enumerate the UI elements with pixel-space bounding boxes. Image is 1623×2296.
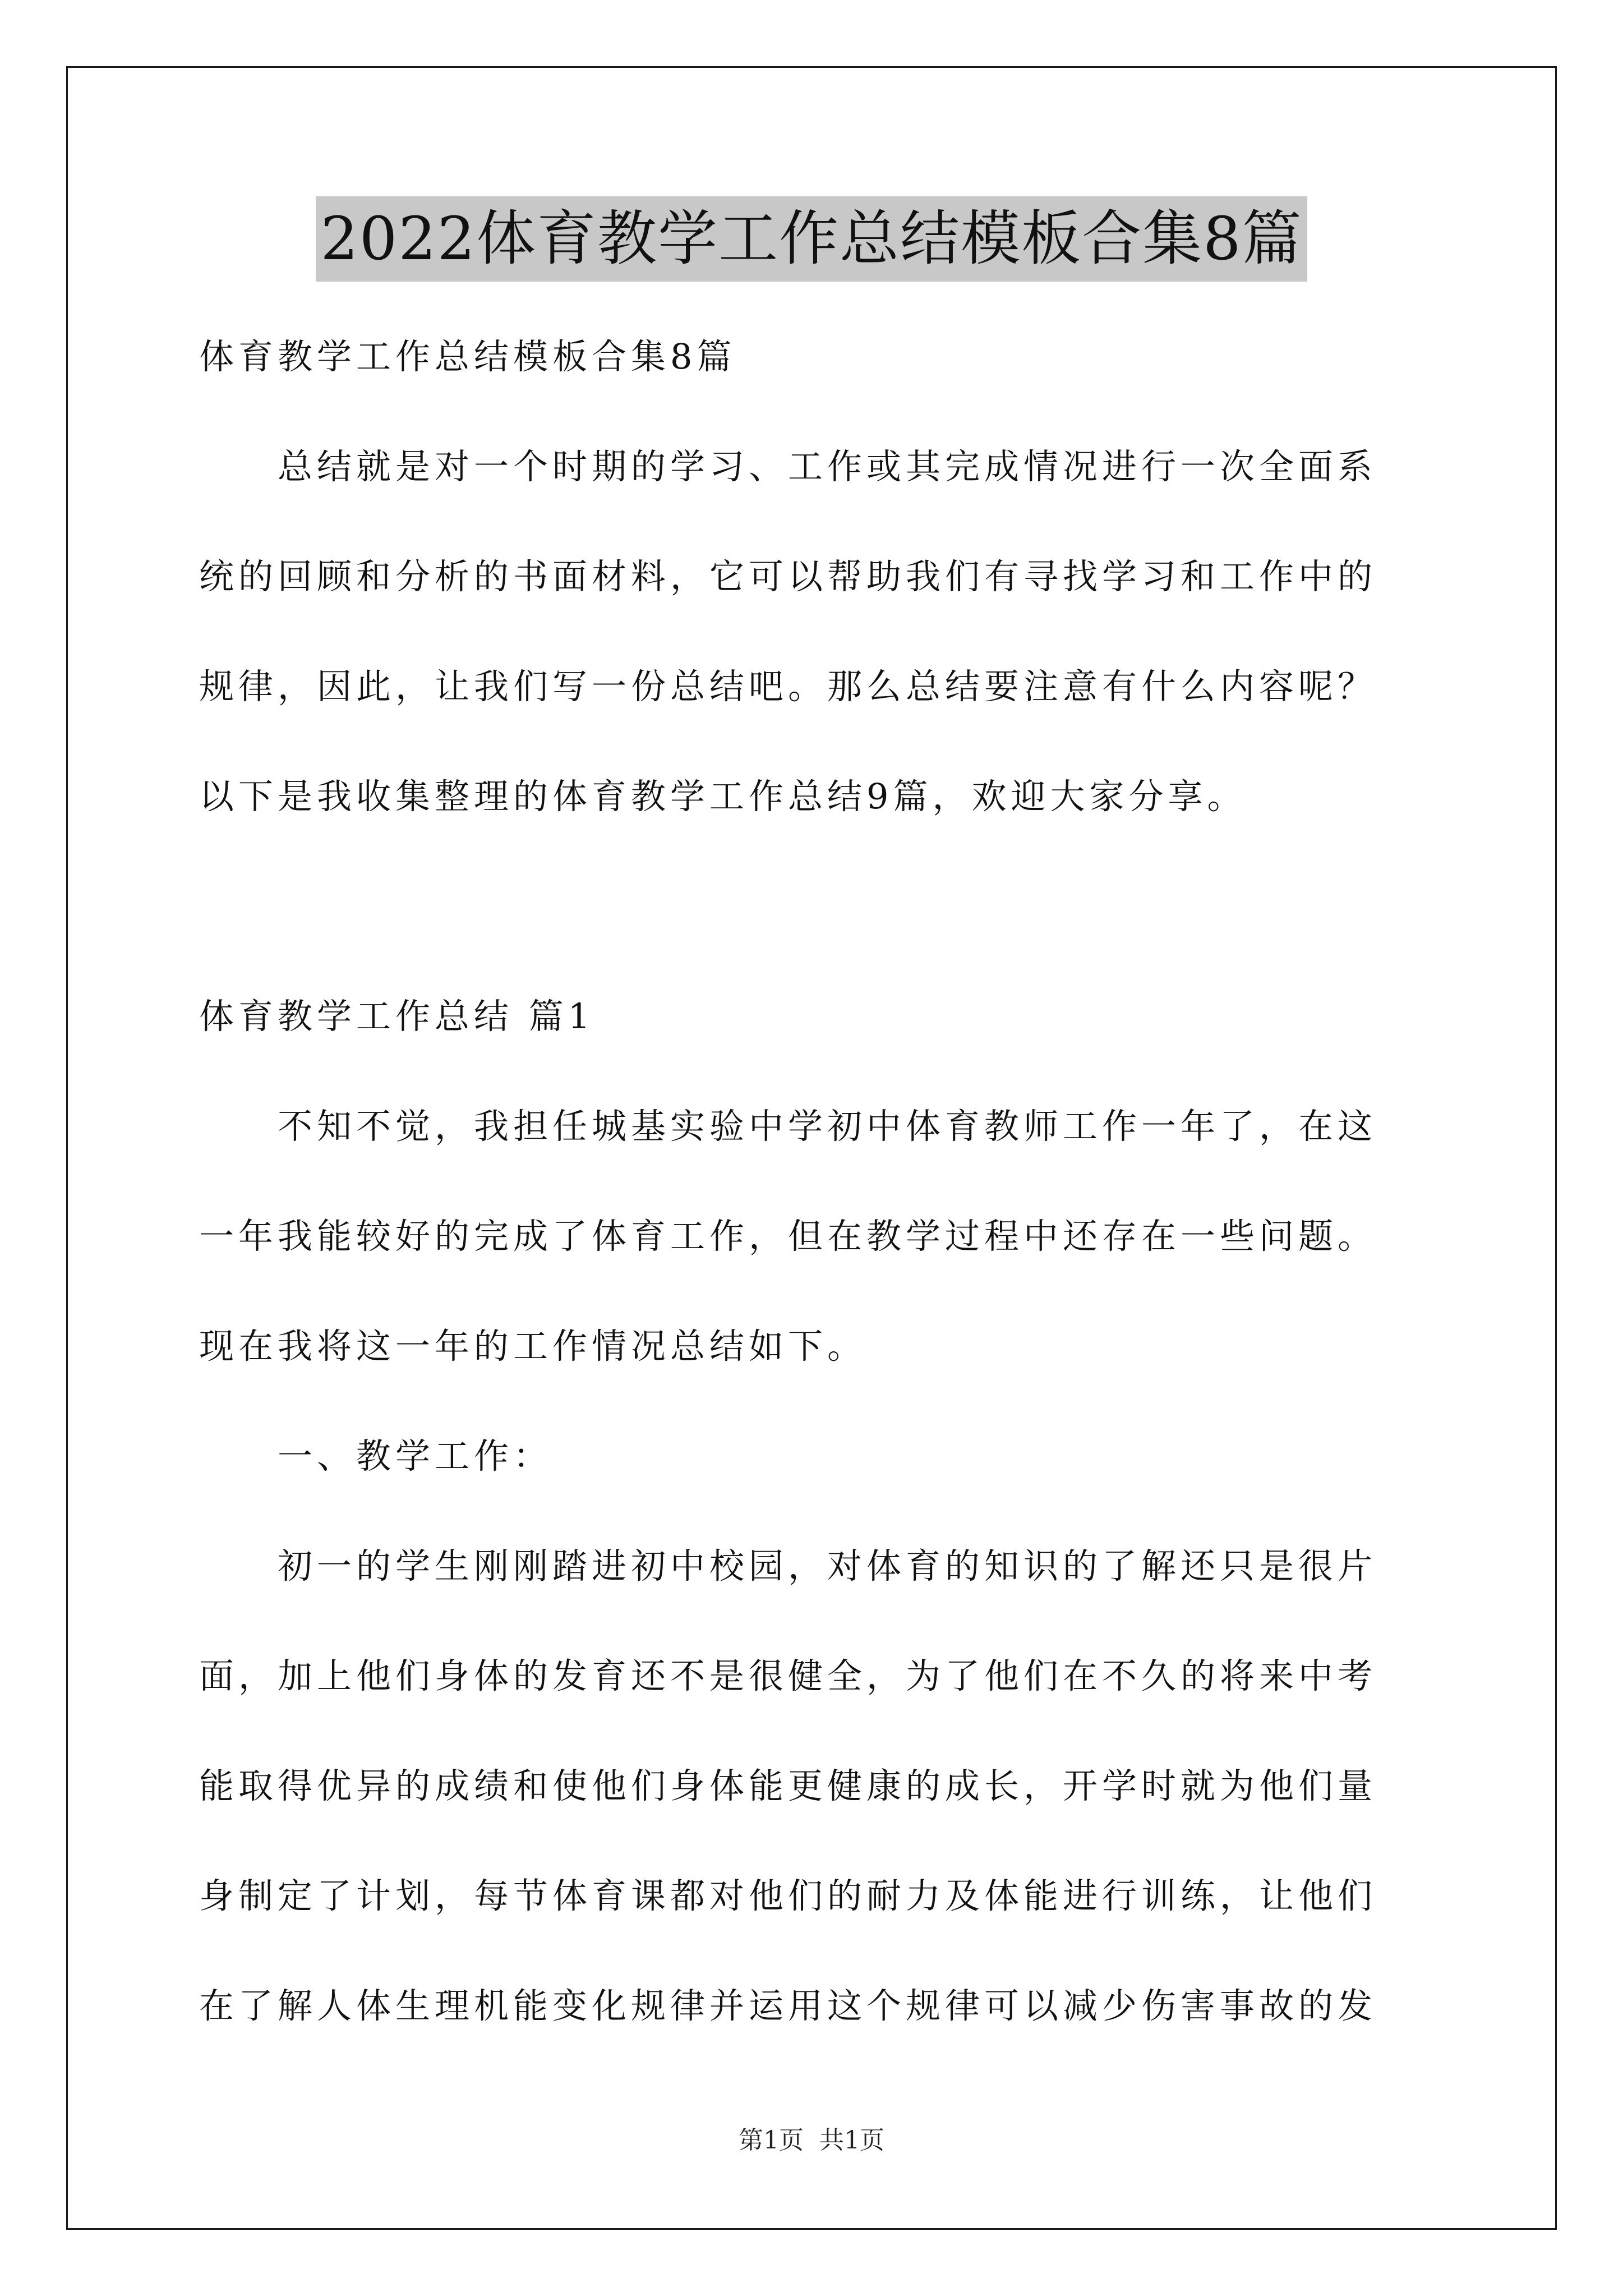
document-body: [199, 302, 1427, 2061]
page-number: 第1页: [739, 2126, 804, 2155]
section-line: 现在我将这一年的工作情况总结如下。: [199, 1326, 867, 1366]
section-line: 不知不觉，我担任城基实验中学初中体育教师工作一年了，在这: [278, 1106, 1377, 1147]
section-heading: 体育教学工作总结 篇1: [199, 996, 595, 1037]
section-line: 能取得优异的成绩和使他们身体能更健康的成长，开学时就为他们量: [199, 1765, 1377, 1806]
page-total: 共1页: [819, 2126, 884, 2155]
blank-line: [199, 852, 1427, 961]
section-line: 初一的学生刚刚踏进初中校园，对体育的知识的了解还只是很片: [278, 1545, 1377, 1586]
section-line: 面，加上他们身体的发育还不是很健全，为了他们在不久的将来中考: [199, 1655, 1377, 1696]
intro-line: 总结就是对一个时期的学习、工作或其完成情况进行一次全面系: [278, 446, 1377, 487]
section-line: 身制定了计划，每节体育课都对他们的耐力及体能进行训练，让他们: [199, 1875, 1377, 1916]
title-container: [0, 196, 1623, 282]
document-subtitle: 体育教学工作总结模板合集8篇: [199, 336, 736, 377]
intro-line: 以下是我收集整理的体育教学工作总结9篇，欢迎大家分享。: [199, 776, 1247, 817]
intro-line: 规律，因此，让我们写一份总结吧。那么总结要注意有什么内容呢？: [199, 666, 1377, 707]
intro-line: 统的回顾和分析的书面材料，它可以帮助我们有寻找学习和工作中的: [199, 556, 1377, 597]
subheading: 一、教学工作：: [278, 1435, 553, 1476]
document-title: 2022体育教学工作总结模板合集8篇: [316, 196, 1307, 282]
section-line: 一年我能较好的完成了体育工作，但在教学过程中还存在一些问题。: [199, 1216, 1377, 1257]
page-footer: [0, 2124, 1623, 2157]
section-line: 在了解人体生理机能变化规律并运用这个规律可以减少伤害事故的发: [199, 1985, 1377, 2026]
